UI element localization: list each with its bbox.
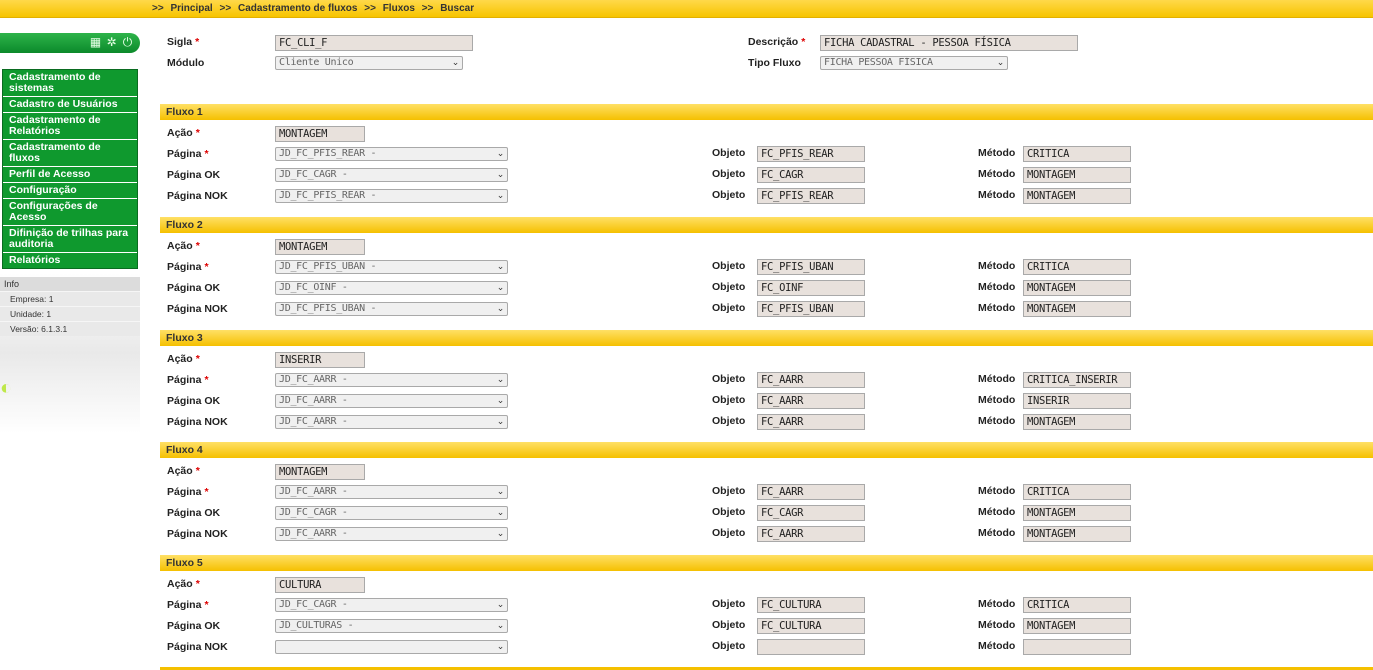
acao-input[interactable]: MONTAGEM (275, 239, 365, 255)
modulo-select-value: Cliente Único (279, 57, 354, 68)
metodo-label: Método (978, 394, 1016, 406)
metodo-label: Método (978, 506, 1016, 518)
pagina-nok-select[interactable] (275, 302, 508, 316)
objeto-label: Objeto (712, 619, 746, 631)
acao-input[interactable]: INSERIR (275, 352, 365, 368)
pagina-ok-objeto-input[interactable]: FC_OINF (757, 280, 865, 296)
tipo-fluxo-select-value: FICHA PESSOA FÍSICA (824, 57, 933, 68)
pagina-ok-metodo-input[interactable]: MONTAGEM (1023, 618, 1131, 634)
acao-label: Ação * (167, 353, 200, 365)
metodo-label: Método (978, 189, 1016, 201)
pagina-select[interactable] (275, 485, 508, 499)
info-versao: Versão: 6.1.3.1 (0, 321, 140, 336)
metodo-label: Método (978, 527, 1016, 539)
pagina-ok-label: Página OK (167, 169, 221, 181)
breadcrumb-separator: >> (421, 3, 434, 14)
acao-label: Ação * (167, 240, 200, 252)
pagina-nok-objeto-input[interactable]: FC_PFIS_UBAN (757, 301, 865, 317)
info-empresa: Empresa: 1 (0, 291, 140, 306)
pagina-objeto-input[interactable]: FC_PFIS_REAR (757, 146, 865, 162)
pagina-objeto-input[interactable]: FC_AARR (757, 372, 865, 388)
info-unidade: Unidade: 1 (0, 306, 140, 321)
objeto-label: Objeto (712, 640, 746, 652)
breadcrumb-principal[interactable]: Principal (170, 3, 213, 14)
pagina-ok-metodo-input[interactable]: MONTAGEM (1023, 167, 1131, 183)
acao-input[interactable]: MONTAGEM (275, 464, 365, 480)
pagina-nok-metodo-input[interactable]: MONTAGEM (1023, 301, 1131, 317)
breadcrumb-separator: >> (364, 3, 376, 14)
metodo-label: Método (978, 147, 1016, 159)
pagina-select-value: JD_FC_PFIS_REAR - (279, 148, 377, 159)
pagina-ok-objeto-input[interactable]: FC_CAGR (757, 167, 865, 183)
pagina-ok-metodo-input[interactable]: MONTAGEM (1023, 505, 1131, 521)
calculator-icon[interactable]: ▦ (89, 35, 102, 49)
pagina-ok-objeto-input[interactable]: FC_AARR (757, 393, 865, 409)
acao-input[interactable]: MONTAGEM (275, 126, 365, 142)
pagina-nok-metodo-input[interactable]: MONTAGEM (1023, 188, 1131, 204)
chevron-down-icon: ⌄ (496, 529, 504, 539)
pagina-nok-metodo-input[interactable]: MONTAGEM (1023, 414, 1131, 430)
menu-item-configuracoes-acesso[interactable]: Configurações de Acesso (3, 199, 137, 226)
pagina-nok-select-value: JD_FC_PFIS_REAR - (279, 190, 377, 201)
pagina-ok-label: Página OK (167, 395, 221, 407)
pagina-ok-select[interactable] (275, 506, 508, 520)
pagina-select[interactable] (275, 260, 508, 274)
fluxo-section-header: Fluxo 4 (160, 442, 1373, 458)
pagina-select-value: JD_FC_CAGR - (279, 599, 348, 610)
pagina-nok-label: Página NOK (167, 416, 228, 428)
pagina-select[interactable] (275, 598, 508, 612)
menu-item-trilhas-auditoria[interactable]: Difinição de trilhas para auditoria (3, 226, 137, 253)
chevron-down-icon: ⌄ (451, 58, 459, 68)
metodo-label: Método (978, 619, 1016, 631)
breadcrumb-separator: >> (152, 3, 164, 14)
descricao-label: Descrição * (748, 36, 806, 48)
acao-input[interactable]: CULTURA (275, 577, 365, 593)
pagina-ok-select-value: JD_FC_CAGR - (279, 169, 348, 180)
metodo-label: Método (978, 281, 1016, 293)
breadcrumb-separator: >> (219, 3, 232, 14)
pagina-ok-label: Página OK (167, 507, 221, 519)
pagina-metodo-input[interactable]: CRITICA (1023, 259, 1131, 275)
pagina-ok-select-value: JD_FC_CAGR - (279, 507, 348, 518)
pagina-label: Página * (167, 148, 209, 160)
objeto-label: Objeto (712, 147, 746, 159)
menu-item-relatorios[interactable]: Relatórios (3, 253, 137, 268)
pagina-metodo-input[interactable]: CRITICA (1023, 597, 1131, 613)
acao-label: Ação * (167, 127, 200, 139)
chevron-down-icon: ⌄ (496, 508, 504, 518)
tipo-fluxo-label: Tipo Fluxo (748, 57, 801, 69)
pagina-label: Página * (167, 486, 209, 498)
pagina-select[interactable] (275, 373, 508, 387)
pagina-nok-objeto-input[interactable]: FC_AARR (757, 526, 865, 542)
fluxo-section-header: Fluxo 5 (160, 555, 1373, 571)
chevron-down-icon: ⌄ (496, 375, 504, 385)
chevron-down-icon: ⌄ (496, 283, 504, 293)
pagina-metodo-input[interactable]: CRITICA (1023, 484, 1131, 500)
metodo-label: Método (978, 260, 1016, 272)
pagina-nok-select[interactable] (275, 415, 508, 429)
pagina-ok-select[interactable] (275, 168, 508, 182)
objeto-label: Objeto (712, 168, 746, 180)
pagina-ok-metodo-input[interactable]: INSERIR (1023, 393, 1131, 409)
objeto-label: Objeto (712, 373, 746, 385)
chevron-down-icon: ⌄ (496, 191, 504, 201)
chevron-down-icon: ⌄ (496, 304, 504, 314)
pagina-ok-select-value: JD_FC_OINF - (279, 282, 348, 293)
pagina-metodo-input[interactable]: CRITICA (1023, 146, 1131, 162)
power-icon[interactable]: ⏻ (122, 35, 133, 49)
pagina-ok-label: Página OK (167, 282, 221, 294)
gear-icon[interactable]: ✲ (106, 35, 117, 49)
pagina-ok-select[interactable] (275, 394, 508, 408)
menu-item-cadastro-usuarios[interactable]: Cadastro de Usuários (3, 97, 137, 113)
pagina-ok-select[interactable] (275, 281, 508, 295)
objeto-label: Objeto (712, 485, 746, 497)
chevron-down-icon: ⌄ (496, 149, 504, 159)
acao-label: Ação * (167, 578, 200, 590)
breadcrumb-buscar: Buscar (440, 3, 475, 14)
objeto-label: Objeto (712, 189, 746, 201)
tipo-fluxo-select[interactable] (820, 56, 1008, 70)
chevron-down-icon: ⌄ (496, 487, 504, 497)
pagina-nok-select[interactable] (275, 527, 508, 541)
pagina-ok-select[interactable] (275, 619, 508, 633)
metodo-label: Método (978, 373, 1016, 385)
chevron-down-icon: ⌄ (496, 396, 504, 406)
pagina-label: Página * (167, 374, 209, 386)
objeto-label: Objeto (712, 394, 746, 406)
chevron-down-icon: ⌄ (496, 642, 504, 652)
fluxo-section-header: Fluxo 1 (160, 104, 1373, 120)
metodo-label: Método (978, 598, 1016, 610)
chevron-down-icon: ⌄ (496, 262, 504, 272)
modulo-label: Módulo (167, 57, 205, 69)
breadcrumb-cadastramento-fluxos[interactable]: Cadastramento de fluxos (237, 3, 358, 14)
chevron-down-icon: ⌄ (496, 600, 504, 610)
objeto-label: Objeto (712, 527, 746, 539)
menu-item-configuracao[interactable]: Configuração (3, 183, 137, 199)
pagina-select[interactable] (275, 147, 508, 161)
menu-item-perfil-acesso[interactable]: Perfil de Acesso (3, 167, 137, 183)
objeto-label: Objeto (712, 415, 746, 427)
pagina-nok-metodo-input[interactable] (1023, 639, 1131, 655)
objeto-label: Objeto (712, 598, 746, 610)
pagina-ok-objeto-input[interactable]: FC_CAGR (757, 505, 865, 521)
pagina-select-value: JD_FC_AARR - (279, 486, 348, 497)
objeto-label: Objeto (712, 506, 746, 518)
pagina-select-value: JD_FC_AARR - (279, 374, 348, 385)
pagina-objeto-input[interactable]: FC_AARR (757, 484, 865, 500)
pagina-nok-label: Página NOK (167, 303, 228, 315)
acao-label: Ação * (167, 465, 200, 477)
objeto-label: Objeto (712, 302, 746, 314)
pagina-nok-select-value: JD_FC_AARR - (279, 416, 348, 427)
descricao-input[interactable]: FICHA CADASTRAL - PESSOA FÍSICA (820, 35, 1078, 51)
breadcrumb-fluxos[interactable]: Fluxos (382, 3, 415, 14)
objeto-label: Objeto (712, 260, 746, 272)
pagina-label: Página * (167, 599, 209, 611)
pagina-ok-label: Página OK (167, 620, 221, 632)
sigla-input[interactable]: FC_CLI_F (275, 35, 473, 51)
chevron-down-icon: ⌄ (496, 170, 504, 180)
chevron-down-icon: ⌄ (496, 417, 504, 427)
pagina-nok-select[interactable] (275, 640, 508, 654)
pagina-nok-label: Página NOK (167, 190, 228, 202)
pagina-objeto-input[interactable]: FC_PFIS_UBAN (757, 259, 865, 275)
pagina-ok-metodo-input[interactable]: MONTAGEM (1023, 280, 1131, 296)
pagina-objeto-input[interactable]: FC_CULTURA (757, 597, 865, 613)
metodo-label: Método (978, 302, 1016, 314)
menu-item-cadastramento-sistemas[interactable]: Cadastramento de sistemas (3, 70, 137, 97)
pagina-nok-label: Página NOK (167, 528, 228, 540)
chevron-down-icon: ⌄ (496, 621, 504, 631)
pagina-nok-metodo-input[interactable]: MONTAGEM (1023, 526, 1131, 542)
menu-item-cadastramento-relatorios[interactable]: Cadastramento de Relatórios (3, 113, 137, 140)
metodo-label: Método (978, 485, 1016, 497)
info-title: Info (0, 277, 140, 291)
pagina-ok-select-value: JD_CULTURAS - (279, 620, 354, 631)
menu-item-cadastramento-fluxos[interactable]: Cadastramento de fluxos (3, 140, 137, 167)
pagina-nok-objeto-input[interactable]: FC_PFIS_REAR (757, 188, 865, 204)
logo-icon: ◐ (0, 377, 13, 399)
pagina-metodo-input[interactable]: CRITICA_INSERIR (1023, 372, 1131, 388)
pagina-nok-objeto-input[interactable] (757, 639, 865, 655)
sigla-label: Sigla * (167, 36, 200, 48)
objeto-label: Objeto (712, 281, 746, 293)
pagina-nok-objeto-input[interactable]: FC_AARR (757, 414, 865, 430)
pagina-select-value: JD_FC_PFIS_UBAN - (279, 261, 377, 272)
fluxo-section-header: Fluxo 3 (160, 330, 1373, 346)
pagina-nok-select-value: JD_FC_AARR - (279, 528, 348, 539)
metodo-label: Método (978, 415, 1016, 427)
metodo-label: Método (978, 640, 1016, 652)
pagina-ok-objeto-input[interactable]: FC_CULTURA (757, 618, 865, 634)
pagina-nok-select-value: JD_FC_PFIS_UBAN - (279, 303, 377, 314)
chevron-down-icon: ⌄ (996, 58, 1004, 68)
pagina-label: Página * (167, 261, 209, 273)
modulo-select[interactable] (275, 56, 463, 70)
fluxo-section-header: Fluxo 2 (160, 217, 1373, 233)
metodo-label: Método (978, 168, 1016, 180)
pagina-nok-label: Página NOK (167, 641, 228, 653)
pagina-ok-select-value: JD_FC_AARR - (279, 395, 348, 406)
pagina-nok-select[interactable] (275, 189, 508, 203)
